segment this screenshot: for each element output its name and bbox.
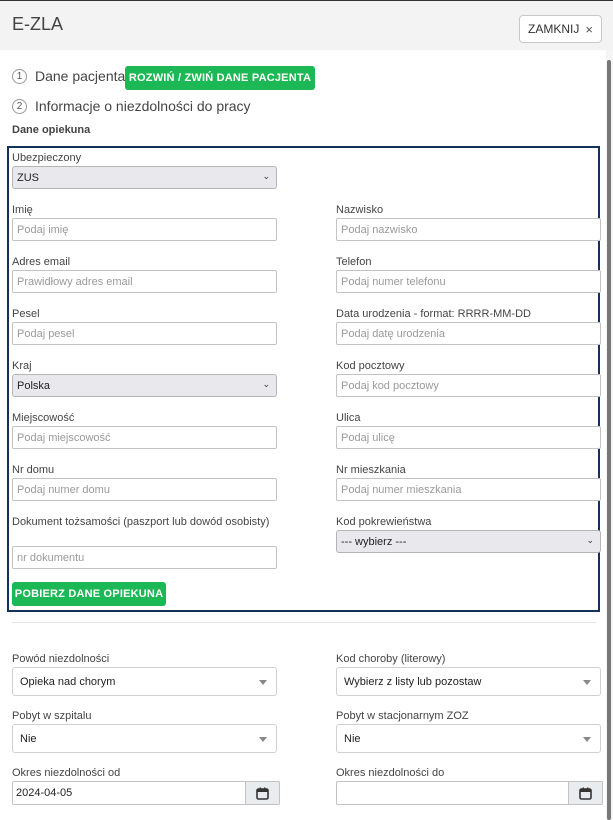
calendar-button[interactable]: [246, 781, 280, 805]
street-input[interactable]: [336, 426, 601, 449]
scrollbar-thumb[interactable]: [607, 60, 611, 820]
email-label: Adres email: [12, 256, 71, 268]
city-label: Miejscowość: [12, 412, 75, 424]
close-button-label: ZAMKNIJ: [528, 22, 580, 36]
incapacity-reason-dropdown[interactable]: [12, 667, 277, 696]
id-document-input[interactable]: [12, 546, 277, 569]
section-title: Dane opiekuna: [12, 124, 91, 136]
zoz-stay-value: Nie: [344, 732, 361, 745]
country-value: Polska: [17, 379, 51, 392]
house-number-input[interactable]: [12, 478, 277, 501]
first-name-label: Imię: [12, 204, 33, 216]
step-patient-data: [12, 68, 125, 84]
period-to-input[interactable]: [336, 781, 569, 805]
calendar-icon: [256, 787, 269, 800]
phone-input[interactable]: [336, 270, 601, 293]
period-from-input[interactable]: [12, 781, 246, 805]
kinship-code-value: --- wybierz ---: [341, 535, 407, 548]
step-incapacity-info: [12, 98, 251, 114]
scrollbar[interactable]: [606, 50, 613, 820]
incapacity-reason-value: Opieka nad chorym: [20, 675, 116, 688]
country-label: Kraj: [12, 360, 32, 372]
step-number-2: 2: [12, 99, 27, 114]
dob-label: Data urodzenia - format: RRRR-MM-DD: [336, 308, 531, 320]
last-name-input[interactable]: [336, 218, 601, 241]
chevron-down-icon: ⌄: [586, 535, 594, 545]
kinship-code-select[interactable]: [336, 530, 601, 553]
dob-input[interactable]: [336, 322, 601, 345]
pesel-input[interactable]: [12, 322, 277, 345]
hospital-stay-value: Nie: [20, 732, 37, 745]
period-from-label: Okres niezdolności od: [12, 767, 121, 779]
disease-code-value: Wybierz z listy lub pozostaw: [344, 675, 482, 688]
hospital-stay-dropdown[interactable]: [12, 724, 277, 753]
calendar-icon: [579, 787, 592, 800]
insured-value: ZUS: [17, 171, 39, 184]
kinship-code-label: Kod pokrewieństwa: [336, 516, 432, 528]
street-label: Ulica: [336, 412, 361, 424]
caret-down-icon: [583, 737, 591, 742]
disease-code-label: Kod choroby (literowy): [336, 653, 446, 665]
pesel-label: Pesel: [12, 308, 40, 320]
phone-label: Telefon: [336, 256, 372, 268]
close-button[interactable]: [519, 15, 602, 43]
email-input[interactable]: [12, 270, 277, 293]
modal-header: [0, 0, 613, 50]
calendar-button[interactable]: [569, 781, 603, 805]
period-from-field: [12, 781, 280, 805]
last-name-label: Nazwisko: [336, 204, 384, 216]
toggle-patient-data-button[interactable]: ROZWIŃ / ZWIŃ DANE PACJENTA: [125, 66, 315, 90]
section-divider: [12, 622, 596, 623]
city-input[interactable]: [12, 426, 277, 449]
first-name-input[interactable]: [12, 218, 277, 241]
caret-down-icon: [259, 680, 267, 685]
step-number-1: 1: [12, 69, 27, 84]
insured-select[interactable]: [12, 166, 277, 189]
incapacity-reason-label: Powód niezdolności: [12, 653, 110, 665]
house-number-label: Nr domu: [12, 464, 55, 476]
postal-code-label: Kod pocztowy: [336, 360, 405, 372]
close-icon: ×: [585, 21, 593, 37]
chevron-down-icon: ⌄: [262, 171, 270, 181]
apartment-number-label: Nr mieszkania: [336, 464, 406, 476]
hospital-stay-label: Pobyt w szpitalu: [12, 710, 92, 722]
step-label-1: Dane pacjenta: [35, 68, 126, 84]
zoz-stay-label: Pobyt w stacjonarnym ZOZ: [336, 710, 469, 722]
fetch-caregiver-data-button[interactable]: POBIERZ DANE OPIEKUNA: [12, 582, 166, 606]
id-document-label: Dokument tożsamości (paszport lub dowód osobisty): [12, 516, 270, 528]
chevron-down-icon: ⌄: [262, 379, 270, 389]
zoz-stay-dropdown[interactable]: [336, 724, 601, 753]
modal-title: E-ZLA: [12, 14, 64, 34]
country-select[interactable]: [12, 374, 277, 397]
apartment-number-input[interactable]: [336, 478, 601, 501]
step-label-2: Informacje o niezdolności do pracy: [35, 98, 251, 114]
period-to-field: [336, 781, 603, 805]
postal-code-input[interactable]: [336, 374, 601, 397]
caret-down-icon: [259, 737, 267, 742]
insured-label: Ubezpieczony: [12, 152, 82, 164]
period-to-label: Okres niezdolności do: [336, 767, 445, 779]
caret-down-icon: [583, 680, 591, 685]
disease-code-dropdown[interactable]: [336, 667, 601, 696]
